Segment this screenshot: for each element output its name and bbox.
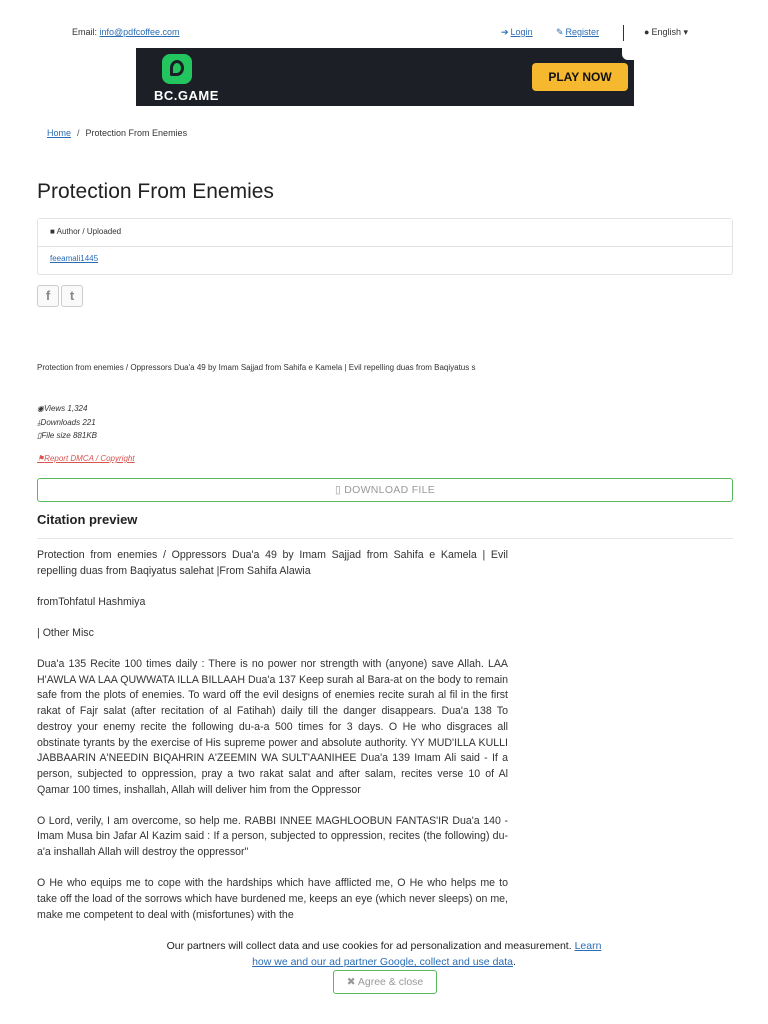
report-link[interactable] — [37, 454, 135, 463]
downloads-stat — [37, 416, 97, 430]
consent-message: Our partners will collect data and use cookies for ad personalization and measurement. — [166, 940, 572, 952]
report-dmca — [37, 454, 135, 463]
download-icon: ⤓ — [37, 417, 41, 427]
ad-banner[interactable] — [136, 48, 634, 106]
register-link[interactable] — [556, 27, 599, 38]
top-bar — [0, 26, 768, 42]
contact-email — [72, 27, 180, 37]
file-pdf-icon: ▯ — [334, 484, 345, 496]
views-count: Views 1,324 — [43, 404, 88, 413]
email-link[interactable]: info@pdfcoffee.com — [99, 27, 180, 37]
ad-brand: BC.GAME — [154, 88, 219, 103]
download-file-button[interactable] — [37, 478, 733, 502]
citation-preview-text — [37, 548, 508, 939]
divider — [37, 538, 733, 539]
flag-icon: ⚑ — [37, 454, 45, 463]
register-label: Register — [565, 27, 600, 37]
file-size: File size 881KB — [41, 431, 97, 440]
bc-game-logo-icon — [162, 54, 192, 84]
page-title: Protection From Enemies — [37, 180, 274, 203]
file-size-stat — [37, 429, 97, 443]
globe-icon: ● — [644, 27, 650, 37]
twitter-icon[interactable]: t — [61, 285, 83, 307]
cookie-consent-banner — [0, 934, 768, 1024]
document-stats — [37, 402, 97, 443]
report-label: Report DMCA / Copyright — [44, 454, 135, 463]
play-now-button[interactable]: PLAY NOW — [532, 63, 628, 91]
login-link[interactable] — [501, 27, 533, 38]
breadcrumb-current: Protection From Enemies — [85, 128, 188, 138]
document-description: Protection from enemies / Oppressors Dua'a 49 by Imam Sajjad from Sahifa e Kamela | Evil repelling duas from Baqiyatus s — [37, 363, 476, 372]
views-stat — [37, 402, 97, 416]
times-icon: ✖ — [346, 976, 358, 988]
preview-paragraph: Protection from enemies / Oppressors Dua'a 49 by Imam Sajjad from Sahifa e Kamela | Evil repelling duas from Baqiyatus salehat |From Sahifa Alawia — [37, 549, 508, 577]
consent-learn-more-link[interactable]: Learn how we and our ad partner Google, collect and use data — [252, 940, 602, 968]
ad-close-icon[interactable] — [622, 48, 634, 60]
preview-paragraph: Dua'a 135 Recite 100 times daily : There is no power nor strength with (anyone) save Allah. LAA H'AWLA WA LAA QUWWATA ILLA BILLAAH Dua'a 137 Keep surah al Bara-at on the body to remain safe from the plots of enemies. To ward off the evil designs of enemies recite surah al fil in the first rakat of Fajr salat (after recitation of al Fatihah) daily till the danger disappears. Dua'a 138 To destroy your enemy recite the following du-a-a 500 times for 3 days. O He who disgraces all obstinate tyrants by the exercise of His supreme power and absolute authority. YY MUD'ILLA KULLI JABBAARIN A'NEEDIN BIQAHRIN A'ZEEMIN WA SULT'AANIHEE Dua'a 139 Imam Ali said - If a person, subjected to oppression, pray a two rakat salat and after salam, recites verse 10 of Al Qamar 100 times, inshallah, Allah will deliver him from the Oppressor — [37, 657, 508, 796]
breadcrumb-home[interactable]: Home — [47, 128, 72, 138]
eye-icon: ◉ — [37, 404, 44, 413]
facebook-icon[interactable]: f — [37, 285, 59, 307]
preview-paragraph: fromTohfatul Hashmiya — [37, 595, 146, 608]
author-link[interactable]: feeamali1445 — [50, 254, 99, 263]
consent-text — [160, 938, 608, 970]
consent-period: . — [513, 956, 516, 968]
author-panel-body — [38, 247, 732, 270]
preview-paragraph: | Other Misc — [37, 626, 94, 639]
downloads-count: Downloads 221 — [40, 417, 96, 427]
agree-label: Agree & close — [357, 976, 424, 988]
author-panel — [37, 218, 733, 275]
language-label: English — [651, 27, 681, 37]
user-icon: ■ — [50, 227, 57, 236]
agree-close-button[interactable] — [333, 970, 437, 994]
download-file-label: DOWNLOAD FILE — [344, 484, 436, 496]
author-panel-title: Author / Uploaded — [56, 227, 122, 236]
language-selector[interactable] — [644, 27, 688, 38]
citation-preview-heading: Citation preview — [37, 512, 138, 527]
file-icon: ▯ — [37, 431, 42, 440]
preview-paragraph: O He who equips me to cope with the hardships which have afflicted me, O He who helps me to take off the load of the sorrows which have burdened me, keeps an eye (which never sleeps) on me, make me competent to deal with (misfortunes) with the — [37, 877, 508, 921]
email-label: Email: — [72, 27, 98, 37]
divider — [623, 25, 624, 41]
edit-icon: ✎ — [556, 27, 564, 37]
author-panel-header — [38, 219, 732, 247]
share-buttons — [37, 285, 85, 307]
sign-in-icon: ➔ — [501, 27, 509, 37]
breadcrumb — [47, 128, 187, 138]
preview-paragraph: O Lord, verily, I am overcome, so help me. RABBI INNEE MAGHLOOBUN FANTAS'IR Dua'a 140 -Imam Musa bin Jafar Al Kazim said : If a person, subjected to oppression, recites (the following) du-a'a inshallah Allah will destroy the oppressor" — [37, 814, 508, 859]
breadcrumb-separator: / — [77, 128, 80, 138]
login-label: Login — [510, 27, 533, 37]
caret-down-icon: ▾ — [680, 27, 688, 37]
